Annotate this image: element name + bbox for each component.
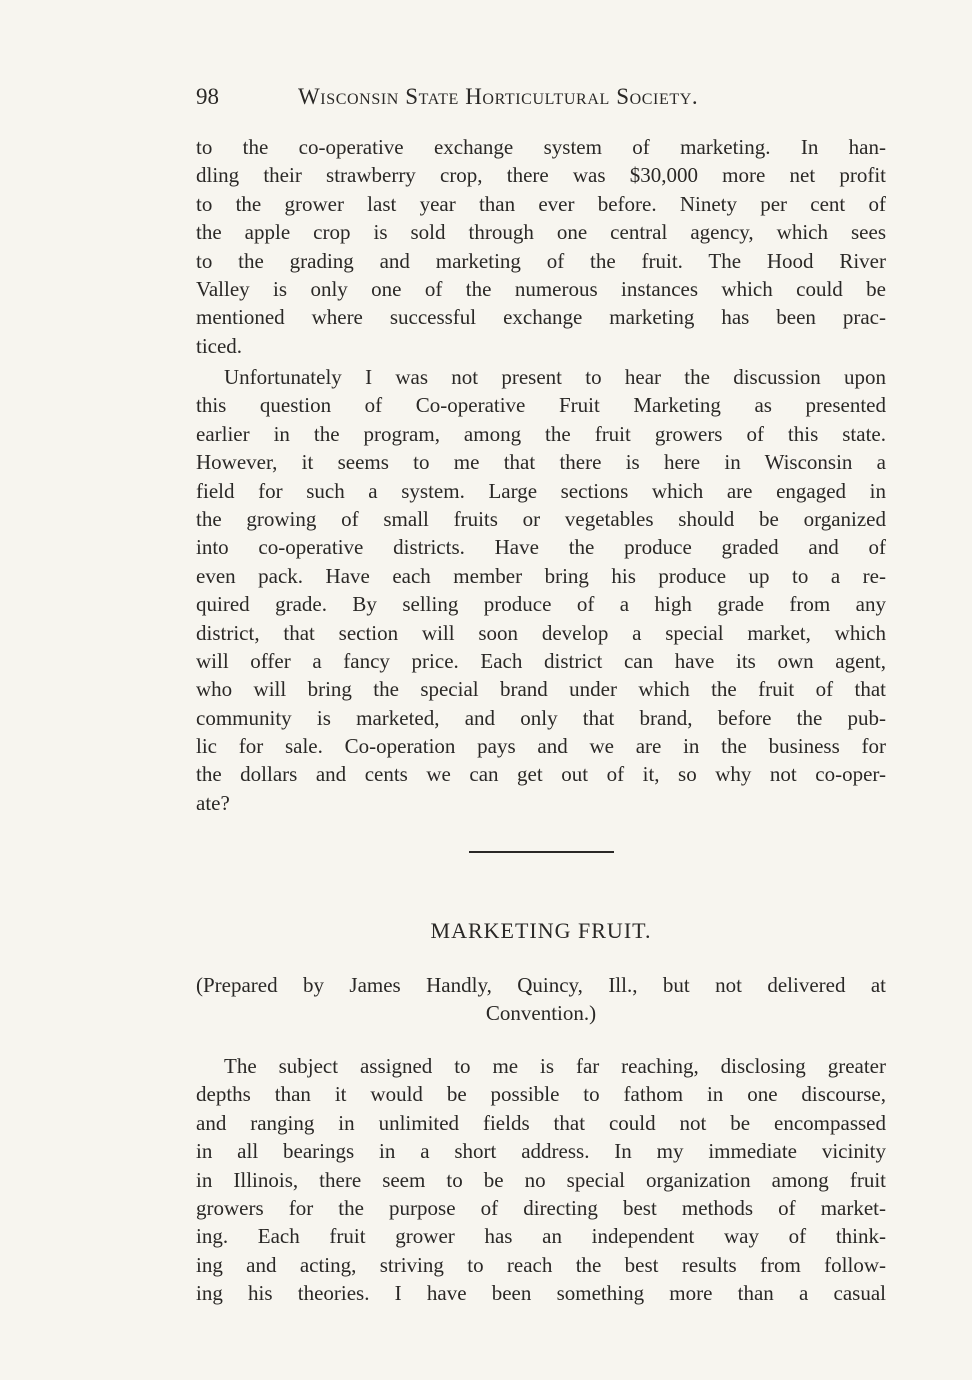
text-line: lic for sale. Co-operation pays and we are in the business for [196,734,886,759]
text-line: ing. Each fruit grower has an independent way of think- [196,1224,886,1249]
text-line: ate? [196,790,230,815]
running-title: Wisconsin State Horticultural Society. [298,84,699,109]
text-line: growers for the purpose of directing best methods of market- [196,1195,886,1220]
text-line: the growing of small fruits or vegetables should be organized [196,506,886,531]
text-line: into co-operative districts. Have the produce graded and of [196,535,886,560]
text-line: However, it seems to me that there is here in Wisconsin a [196,450,886,475]
text-line: to the grower last year than ever before. Ninety per cent of [196,191,886,216]
text-line: community is marketed, and only that brand, before the pub- [196,705,886,730]
text-line: to the grading and marketing of the fruit. The Hood River [196,248,886,273]
text-line: in Illinois, there seem to be no special organization among fruit [196,1167,886,1192]
text-line: even pack. Have each member bring his produce up to a re- [196,563,886,588]
text-line: and ranging in unlimited fields that could not be encompassed [196,1110,886,1135]
text-line: district, that section will soon develop a special market, which [196,620,886,645]
text-line: this question of Co-operative Fruit Marketing as presented [196,393,886,418]
text-line: dling their strawberry crop, there was $30,000 more net profit [196,163,886,188]
page-number: 98 [196,84,219,109]
paragraph-continued [196,133,886,360]
paragraph-marketing [196,1052,886,1308]
section-divider [469,851,614,853]
text-line: depths than it would be possible to fathom in one discourse, [196,1082,886,1107]
text-line: earlier in the program, among the fruit growers of this state. [196,421,886,446]
text-line: ticed. [196,333,243,358]
running-head [196,82,886,112]
text-line: the apple crop is sold through one central agency, which sees [196,220,886,245]
text-line: ing his theories. I have been something more than a casual [196,1281,886,1306]
text-line: Valley is only one of the numerous instances which could be [196,276,886,301]
text-line: Unfortunately I was not present to hear the discussion upon [224,365,886,389]
text-line: to the co-operative exchange system of marketing. In han- [196,135,886,159]
text-line: who will bring the special brand under which the fruit of that [196,677,886,702]
section-byline [196,971,886,1028]
text-line: mentioned where successful exchange marketing has been prac- [196,305,886,330]
text-line: will offer a fancy price. Each district can have its own agent, [196,648,886,673]
byline-line: Convention.) [485,1001,597,1026]
text-line: in all bearings in a short address. In my immediate vicinity [196,1139,886,1164]
text-line: the dollars and cents we can get out of it, so why not co-oper- [196,762,886,787]
text-line: The subject assigned to me is far reaching, disclosing greater [224,1054,886,1078]
text-line: ing and acting, striving to reach the best results from follow- [196,1252,886,1277]
section-heading: MARKETING FRUIT. [430,918,652,943]
paragraph-cooperation [196,363,886,817]
text-line: quired grade. By selling produce of a high grade from any [196,592,886,617]
text-line: field for such a system. Large sections which are engaged in [196,478,886,503]
byline-line: (Prepared by James Handly, Quincy, Ill., but not delivered at [196,973,886,997]
